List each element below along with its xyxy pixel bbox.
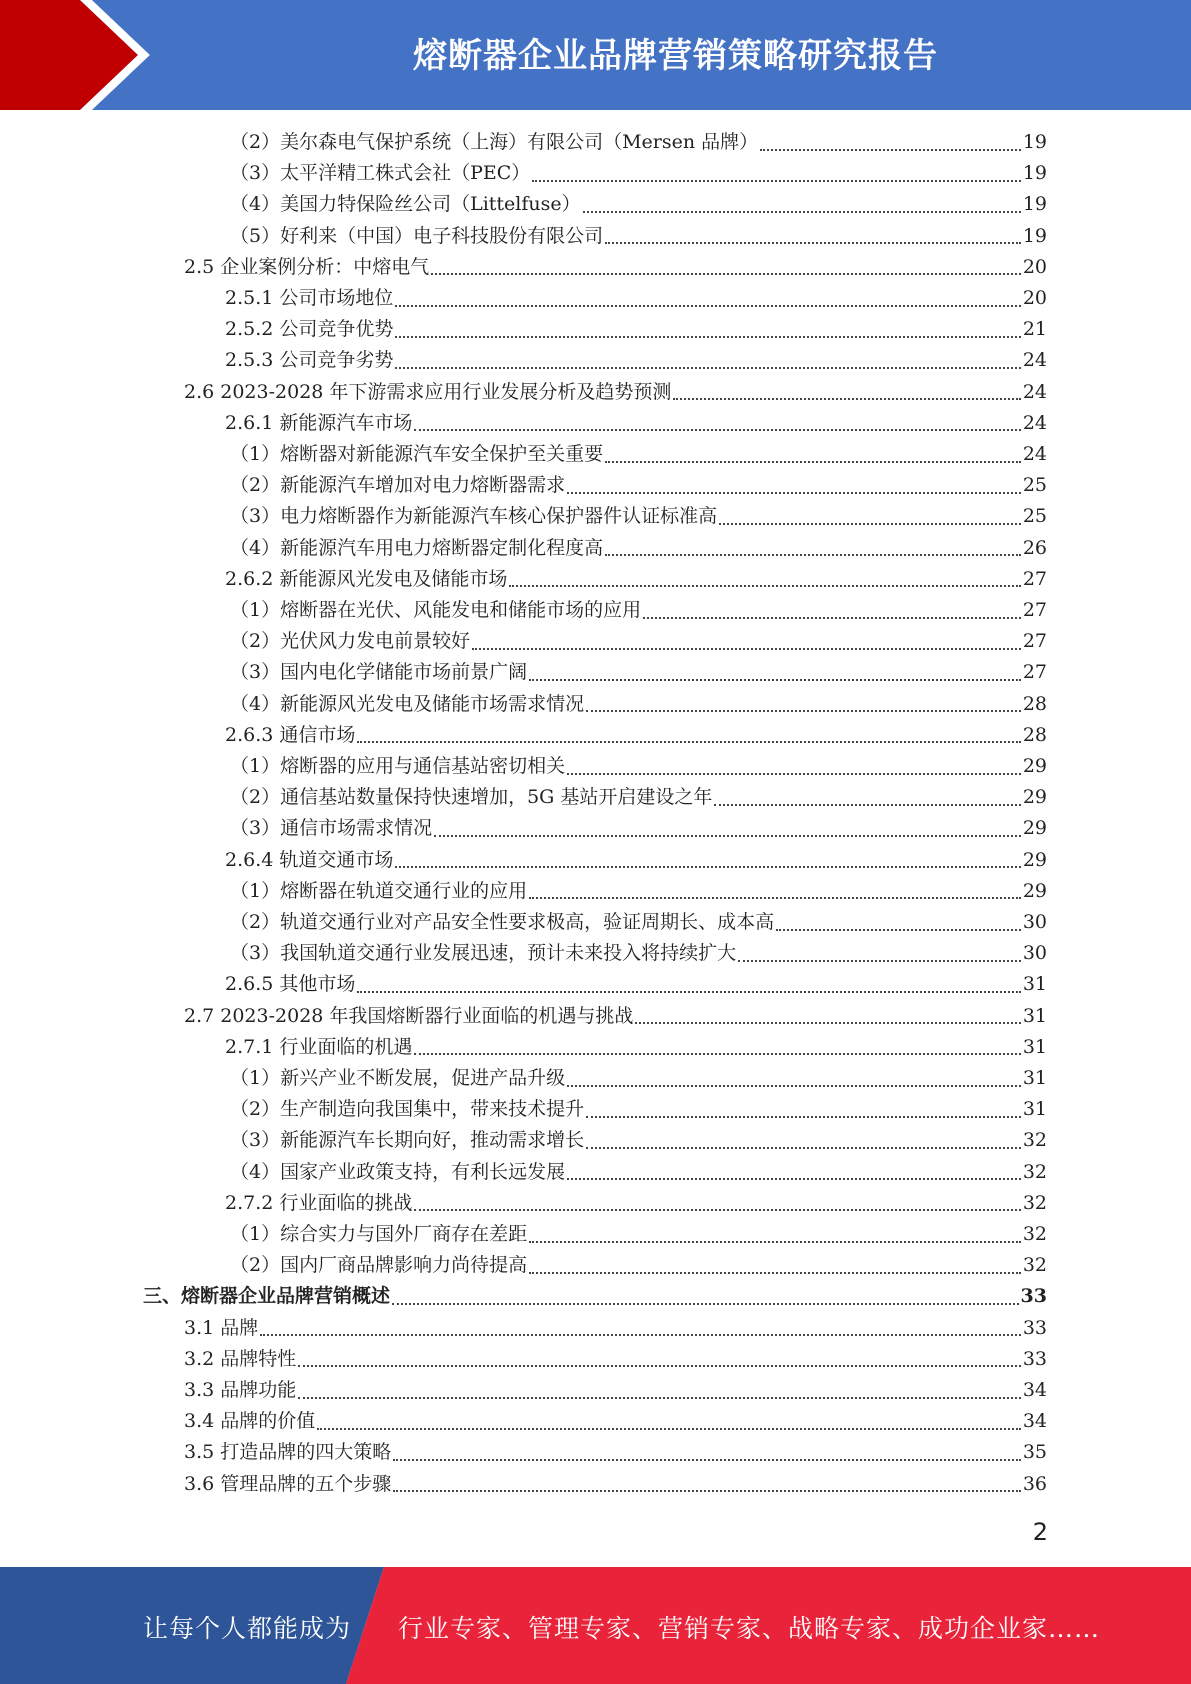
toc-entry-label: 2.7.1 行业面临的机遇 bbox=[225, 1035, 413, 1058]
toc-entry[interactable] bbox=[230, 938, 1047, 969]
toc-leader-dots bbox=[567, 492, 1021, 494]
toc-leader-dots bbox=[529, 679, 1021, 681]
toc-entry-label: 3.5 打造品牌的四大策略 bbox=[184, 1441, 392, 1464]
toc-entry-label: 2.6.3 通信市场 bbox=[225, 723, 356, 746]
toc-entry-page: 32 bbox=[1022, 1129, 1047, 1152]
toc-leader-dots bbox=[586, 1147, 1021, 1149]
toc-entry-page: 32 bbox=[1022, 1254, 1047, 1277]
toc-leader-dots bbox=[567, 1085, 1021, 1087]
toc-entry-page: 21 bbox=[1022, 318, 1047, 341]
toc-leader-dots bbox=[260, 1334, 1021, 1336]
toc-leader-dots bbox=[472, 648, 1021, 650]
toc-entry[interactable] bbox=[230, 189, 1047, 220]
toc-leader-dots bbox=[414, 1053, 1020, 1055]
toc-entry-page: 34 bbox=[1022, 1379, 1047, 1401]
toc-entry[interactable] bbox=[225, 283, 1047, 314]
toc-entry-page: 20 bbox=[1022, 287, 1047, 309]
toc-entry[interactable] bbox=[225, 345, 1047, 376]
toc-leader-dots bbox=[393, 1459, 1021, 1461]
toc-entry-page: 24 bbox=[1022, 443, 1047, 465]
toc-entry[interactable] bbox=[230, 1094, 1047, 1125]
toc-entry-label: 3.4 品牌的价值 bbox=[184, 1410, 316, 1433]
toc-leader-dots bbox=[643, 617, 1021, 619]
toc-entry-label: 3.1 品牌 bbox=[184, 1316, 259, 1339]
toc-entry-label: （3）电力熔断器作为新能源汽车核心保护器件认证标准高 bbox=[230, 505, 718, 528]
toc-entry-page: 27 bbox=[1022, 567, 1047, 590]
toc-entry[interactable] bbox=[184, 1437, 1047, 1468]
toc-entry-label: （1）综合实力与国外厂商存在差距 bbox=[230, 1223, 528, 1245]
toc-entry-page: 31 bbox=[1022, 1098, 1047, 1121]
toc-entry-page: 31 bbox=[1022, 973, 1047, 996]
toc-entry-label: 3.6 管理品牌的五个步骤 bbox=[184, 1472, 392, 1495]
toc-entry-label: （1）熔断器在光伏、风能发电和储能市场的应用 bbox=[230, 599, 642, 621]
toc-entry[interactable] bbox=[230, 813, 1047, 844]
header-red-arrow-decoration bbox=[0, 0, 160, 110]
toc-entry[interactable] bbox=[230, 689, 1047, 720]
toc-entry-page: 31 bbox=[1022, 1035, 1047, 1058]
toc-entry-label: 2.5.1 公司市场地位 bbox=[225, 287, 394, 309]
toc-entry-label: （1）新兴产业不断发展，促进产品升级 bbox=[230, 1067, 566, 1089]
toc-entry-label: 2.6.2 新能源风光发电及储能市场 bbox=[225, 567, 508, 590]
toc-leader-dots bbox=[357, 741, 1020, 743]
toc-entry-label: （2）美尔森电气保护系统（上海）有限公司（Mersen 品牌） bbox=[230, 131, 759, 153]
toc-entry-label: 2.6.5 其他市场 bbox=[225, 973, 356, 996]
toc-entry[interactable] bbox=[230, 439, 1047, 470]
toc-entry-label: （1）熔断器对新能源汽车安全保护至关重要 bbox=[230, 443, 604, 465]
toc-leader-dots bbox=[605, 461, 1021, 463]
toc-leader-dots bbox=[760, 149, 1021, 151]
toc-entry-label: （5）好利来（中国）电子科技股份有限公司 bbox=[230, 224, 604, 247]
toc-entry-label: 2.5 企业案例分析：中熔电气 bbox=[184, 255, 430, 278]
report-title: 熔断器企业品牌营销策略研究报告 bbox=[413, 36, 938, 76]
toc-entry-label: （3）国内电化学储能市场前景广阔 bbox=[230, 661, 528, 684]
toc-entry-label: 2.6.1 新能源汽车市场 bbox=[225, 411, 413, 434]
toc-entry[interactable] bbox=[225, 1032, 1047, 1063]
toc-entry[interactable] bbox=[230, 501, 1047, 532]
toc-entry[interactable] bbox=[230, 221, 1047, 252]
toc-leader-dots bbox=[605, 554, 1021, 556]
toc-leader-dots bbox=[583, 211, 1021, 213]
toc-entry-page: 29 bbox=[1022, 817, 1047, 840]
toc-entry-page: 32 bbox=[1022, 1191, 1047, 1214]
toc-entry-label: 三、熔断器企业品牌营销概述 bbox=[143, 1285, 391, 1308]
toc-entry-page: 19 bbox=[1022, 162, 1047, 185]
toc-leader-dots bbox=[509, 585, 1020, 587]
toc-entry-page: 27 bbox=[1022, 630, 1047, 653]
toc-entry[interactable] bbox=[230, 470, 1047, 501]
toc-entry-label: 2.7 2023-2028 年我国熔断器行业面临的机遇与挑战 bbox=[184, 1004, 634, 1027]
toc-entry[interactable] bbox=[230, 782, 1047, 813]
toc-leader-dots bbox=[776, 929, 1021, 931]
toc-leader-dots bbox=[395, 866, 1020, 868]
toc-leader-dots bbox=[395, 367, 1020, 369]
toc-entry-label: 2.7.2 行业面临的挑战 bbox=[225, 1191, 413, 1214]
toc-leader-dots bbox=[586, 1116, 1021, 1118]
toc-entry[interactable] bbox=[230, 127, 1047, 158]
toc-entry-page: 25 bbox=[1022, 474, 1047, 497]
toc-entry-label: （4）新能源风光发电及储能市场需求情况 bbox=[230, 692, 585, 715]
toc-entry[interactable] bbox=[184, 252, 1047, 283]
toc-leader-dots bbox=[357, 991, 1020, 993]
toc-leader-dots bbox=[298, 1365, 1021, 1367]
toc-entry-page: 31 bbox=[1022, 1004, 1047, 1027]
toc-entry-page: 31 bbox=[1022, 1067, 1047, 1089]
toc-entry-page: 24 bbox=[1022, 349, 1047, 372]
toc-entry-label: 2.5.2 公司竞争优势 bbox=[225, 318, 394, 341]
toc-entry-label: （1）熔断器的应用与通信基站密切相关 bbox=[230, 755, 566, 777]
toc-entry[interactable] bbox=[184, 1375, 1047, 1406]
toc-entry-label: （1）熔断器在轨道交通行业的应用 bbox=[230, 879, 528, 902]
toc-entry[interactable] bbox=[230, 595, 1047, 626]
toc-leader-dots bbox=[567, 1178, 1021, 1180]
toc-entry[interactable] bbox=[230, 657, 1047, 688]
toc-entry-page: 29 bbox=[1022, 786, 1047, 809]
toc-entry[interactable] bbox=[184, 1313, 1047, 1344]
toc-leader-dots bbox=[395, 305, 1020, 307]
toc-entry-page: 29 bbox=[1022, 848, 1047, 871]
toc-entry-page: 34 bbox=[1022, 1410, 1047, 1433]
toc-leader-dots bbox=[714, 804, 1020, 806]
toc-entry-page: 24 bbox=[1022, 411, 1047, 434]
toc-entry-label: （2）新能源汽车增加对电力熔断器需求 bbox=[230, 474, 566, 497]
toc-entry-label: （2）生产制造向我国集中，带来技术提升 bbox=[230, 1098, 585, 1121]
page-number: 2 bbox=[1032, 1518, 1048, 1546]
toc-entry-page: 25 bbox=[1022, 505, 1047, 528]
toc-entry-label: （4）新能源汽车用电力熔断器定制化程度高 bbox=[230, 536, 604, 559]
toc-entry[interactable] bbox=[184, 1001, 1047, 1032]
toc-leader-dots bbox=[738, 960, 1021, 962]
toc-entry-page: 19 bbox=[1022, 224, 1047, 247]
toc-entry-label: （2）国内厂商品牌影响力尚待提高 bbox=[230, 1254, 528, 1277]
toc-entry-label: （2）轨道交通行业对产品安全性要求极高，验证周期长、成本高 bbox=[230, 911, 775, 933]
toc-leader-dots bbox=[529, 1272, 1021, 1274]
toc-entry[interactable] bbox=[230, 158, 1047, 189]
toc-entry-label: （3）我国轨道交通行业发展迅速，预计未来投入将持续扩大 bbox=[230, 942, 737, 965]
toc-entry[interactable] bbox=[184, 1406, 1047, 1437]
toc-entry[interactable] bbox=[230, 1157, 1047, 1188]
toc-entry-page: 32 bbox=[1022, 1160, 1047, 1183]
toc-leader-dots bbox=[532, 180, 1021, 182]
toc-entry-label: 2.6 2023-2028 年下游需求应用行业发展分析及趋势预测 bbox=[184, 380, 672, 403]
toc-leader-dots bbox=[392, 1303, 1019, 1305]
toc-entry-label: （2）通信基站数量保持快速增加，5G 基站开启建设之年 bbox=[230, 786, 713, 809]
toc-entry-page: 27 bbox=[1022, 661, 1047, 684]
toc-entry-label: 3.2 品牌特性 bbox=[184, 1347, 297, 1370]
toc-entry-label: 3.3 品牌功能 bbox=[184, 1379, 297, 1401]
toc-entry[interactable] bbox=[230, 751, 1047, 782]
toc-entry-page: 36 bbox=[1022, 1472, 1047, 1495]
toc-entry[interactable] bbox=[230, 626, 1047, 657]
toc-entry[interactable] bbox=[230, 533, 1047, 564]
page-footer bbox=[0, 1567, 1191, 1684]
toc-entry[interactable] bbox=[230, 907, 1047, 938]
toc-leader-dots bbox=[529, 897, 1021, 899]
toc-leader-dots bbox=[317, 1428, 1021, 1430]
toc-entry-page: 26 bbox=[1022, 536, 1047, 559]
toc-entry-label: （3）通信市场需求情况 bbox=[230, 817, 433, 840]
toc-entry[interactable] bbox=[230, 1219, 1047, 1250]
toc-entry[interactable] bbox=[225, 1188, 1047, 1219]
toc-leader-dots bbox=[431, 273, 1021, 275]
toc-entry[interactable] bbox=[225, 845, 1047, 876]
page-header bbox=[0, 0, 1191, 110]
toc-leader-dots bbox=[673, 398, 1020, 400]
toc-entry-label: （3）新能源汽车长期向好，推动需求增长 bbox=[230, 1129, 585, 1152]
toc-entry-page: 33 bbox=[1022, 1347, 1047, 1370]
toc-entry-page: 20 bbox=[1022, 255, 1047, 278]
toc-entry-page: 29 bbox=[1022, 755, 1047, 777]
toc-entry[interactable] bbox=[225, 564, 1047, 595]
toc-leader-dots bbox=[434, 835, 1021, 837]
footer-slogan-left: 让每个人都能成为 bbox=[143, 1614, 352, 1643]
toc-entry-page: 19 bbox=[1022, 193, 1047, 216]
toc-entry-label: （4）美国力特保险丝公司（Littelfuse） bbox=[230, 193, 581, 216]
toc-entry[interactable] bbox=[225, 969, 1047, 1000]
toc-entry-label: （2）光伏风力发电前景较好 bbox=[230, 630, 471, 653]
toc-leader-dots bbox=[529, 1241, 1021, 1243]
toc-leader-dots bbox=[393, 1490, 1021, 1492]
toc-entry-page: 28 bbox=[1022, 692, 1047, 715]
toc-entry-page: 27 bbox=[1022, 599, 1047, 621]
toc-leader-dots bbox=[635, 1022, 1020, 1024]
footer-slogan-right: 行业专家、管理专家、营销专家、战略专家、成功企业家…… bbox=[398, 1614, 1101, 1643]
toc-leader-dots bbox=[605, 242, 1021, 244]
toc-entry-page: 24 bbox=[1022, 380, 1047, 403]
toc-entry[interactable] bbox=[230, 1063, 1047, 1094]
toc-entry[interactable] bbox=[225, 408, 1047, 439]
toc-entry-page: 30 bbox=[1022, 942, 1047, 965]
toc-leader-dots bbox=[567, 773, 1021, 775]
toc-leader-dots bbox=[395, 336, 1020, 338]
toc-entry-label: （4）国家产业政策支持，有利长远发展 bbox=[230, 1160, 566, 1183]
toc-entry[interactable] bbox=[225, 314, 1047, 345]
toc-entry[interactable] bbox=[184, 377, 1047, 408]
toc-entry-page: 28 bbox=[1022, 723, 1047, 746]
toc-leader-dots bbox=[414, 1209, 1020, 1211]
toc-entry[interactable] bbox=[143, 1281, 1047, 1312]
toc-entry[interactable] bbox=[230, 1125, 1047, 1156]
toc-entry[interactable] bbox=[184, 1344, 1047, 1375]
toc-leader-dots bbox=[586, 710, 1021, 712]
toc-entry-page: 33 bbox=[1020, 1285, 1047, 1308]
toc-entry-label: （3）太平洋精工株式会社（PEC） bbox=[230, 162, 531, 185]
toc-leader-dots bbox=[719, 523, 1021, 525]
toc-entry-label: 2.5.3 公司竞争劣势 bbox=[225, 349, 394, 372]
toc-entry-page: 29 bbox=[1022, 879, 1047, 902]
toc-entry-page: 33 bbox=[1022, 1316, 1047, 1339]
toc-entry[interactable] bbox=[225, 720, 1047, 751]
toc-entry[interactable] bbox=[230, 1250, 1047, 1281]
toc-entry[interactable] bbox=[230, 876, 1047, 907]
toc-entry-page: 19 bbox=[1022, 131, 1047, 153]
toc-entry-page: 30 bbox=[1022, 911, 1047, 933]
toc-entry-page: 35 bbox=[1022, 1441, 1047, 1464]
toc-entry[interactable] bbox=[184, 1469, 1047, 1500]
toc-leader-dots bbox=[414, 429, 1020, 431]
toc-entry-label: 2.6.4 轨道交通市场 bbox=[225, 848, 394, 871]
toc-entry-page: 32 bbox=[1022, 1223, 1047, 1245]
toc-leader-dots bbox=[298, 1397, 1021, 1399]
